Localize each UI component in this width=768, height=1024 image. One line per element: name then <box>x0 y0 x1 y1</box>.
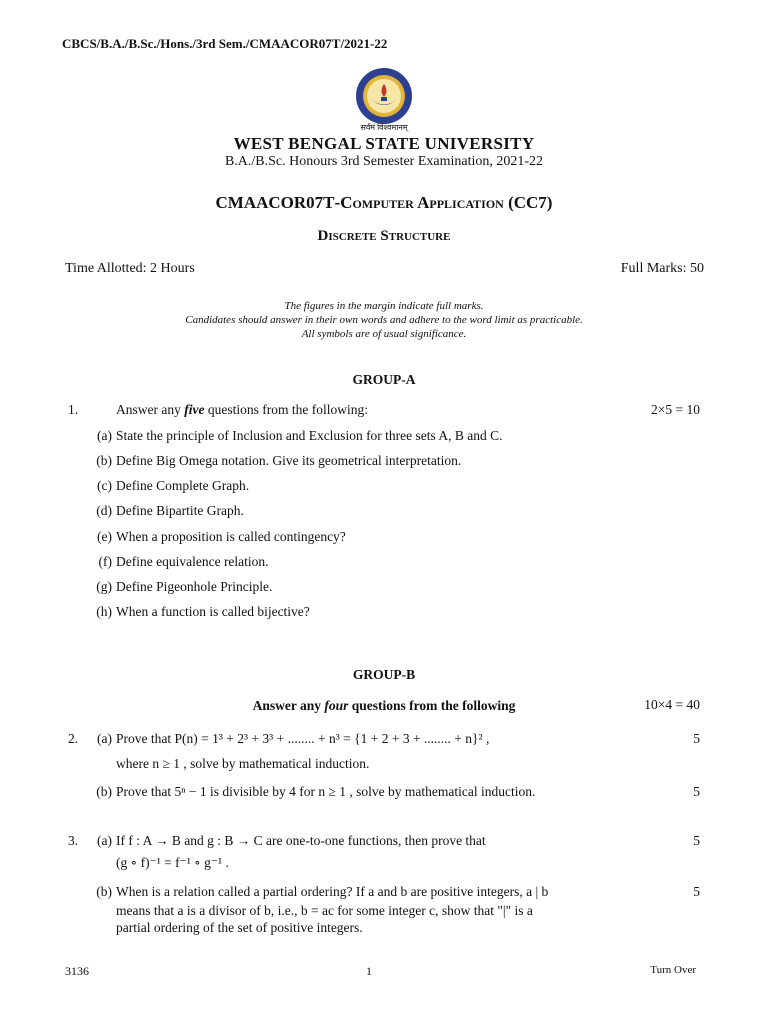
item-text: Define Bipartite Graph. <box>116 503 244 518</box>
item-label: (a) <box>97 731 112 746</box>
item-label: (f) <box>98 554 112 569</box>
question-number: 3. <box>68 833 79 848</box>
paper-code: CBCS/B.A./B.Sc./Hons./3rd Sem./CMAACOR07T/2021-22 <box>62 36 388 51</box>
paper-title <box>0 193 768 213</box>
group-b-title: GROUP-B <box>352 667 416 682</box>
group-b-marks: 10×4 = 40 <box>644 697 700 712</box>
group-a-title: GROUP-A <box>352 372 416 387</box>
instruction-line: All symbols are of usual significance. <box>301 328 467 340</box>
item-label: (g) <box>96 579 112 594</box>
item-marks: 5 <box>693 884 700 899</box>
instr-post: questions from the following <box>348 698 516 713</box>
instruction-line: Candidates should answer in their own words and adhere to the word limit as practicable. <box>185 314 583 326</box>
paper-subject: -Computer Application (CC7) <box>334 193 553 212</box>
item-label: (a) <box>97 833 112 848</box>
page-number: 1 <box>366 964 372 978</box>
item-text: means that a is a divisor of b, i.e., b = ac for some integer c, show that "|" is a <box>116 903 533 918</box>
item-label: (a) <box>97 428 112 443</box>
paper-code-title: CMAACOR07T <box>215 193 335 212</box>
item-label: (b) <box>96 453 112 468</box>
instr-em: four <box>324 698 349 713</box>
item-text: State the principle of Inclusion and Exclusion for three sets A, B and C. <box>116 428 503 443</box>
question-1-text <box>116 401 368 418</box>
item-text: where n ≥ 1 , solve by mathematical induction. <box>116 756 370 771</box>
subject-title: Discrete Structure <box>317 228 451 244</box>
university-name: WEST BENGAL STATE UNIVERSITY <box>233 134 535 153</box>
question-number: 1. <box>68 402 79 417</box>
exam-title: B.A./B.Sc. Honours 3rd Semester Examination, 2021-22 <box>224 154 544 169</box>
university-motto: सर्वमं विश्वमानम् <box>360 123 408 132</box>
item-label: (d) <box>96 503 112 518</box>
item-text: Define Complete Graph. <box>116 478 250 493</box>
question-marks: 2×5 = 10 <box>651 402 700 417</box>
item-text: When a function is called bijective? <box>116 604 310 619</box>
item-marks: 5 <box>693 833 700 848</box>
item-text: Define Pigeonhole Principle. <box>116 579 273 594</box>
item-marks: 5 <box>693 784 700 799</box>
q-text-pre: Answer any <box>116 402 185 417</box>
item-label: (b) <box>96 884 112 899</box>
item-text: When a proposition is called contingency? <box>116 529 346 544</box>
item-label: (c) <box>97 478 112 493</box>
full-marks: Full Marks: 50 <box>620 261 704 276</box>
item-text: Define Big Omega notation. Give its geometrical interpretation. <box>116 453 462 468</box>
item-text: Define equivalence relation. <box>116 554 269 569</box>
turn-over: Turn Over <box>650 964 696 976</box>
item-marks: 5 <box>693 731 700 746</box>
question-number: 2. <box>68 731 79 746</box>
item-text: If f : A → B and g : B → C are one-to-one functions, then prove that <box>116 833 486 848</box>
item-text: Prove that 5ⁿ − 1 is divisible by 4 for n ≥ 1 , solve by mathematical induction. <box>116 784 536 799</box>
q-text-post: questions from the following: <box>204 402 368 417</box>
footer-code: 3136 <box>65 964 89 978</box>
item-text: partial ordering of the set of positive integers. <box>116 920 363 935</box>
instruction-line: The figures in the margin indicate full marks. <box>284 300 484 312</box>
q-text-em: five <box>184 402 205 417</box>
time-allotted: Time Allotted: 2 Hours <box>65 261 195 276</box>
item-label: (e) <box>97 529 112 544</box>
item-text: Prove that P(n) = 1³ + 2³ + 3³ + ........ + n³ = {1 + 2 + 3 + ........ + n}² , <box>116 731 490 746</box>
item-label: (b) <box>96 784 112 799</box>
instr-pre: Answer any <box>252 698 325 713</box>
item-label: (h) <box>96 604 112 619</box>
item-text: (g ∘ f)⁻¹ = f⁻¹ ∘ g⁻¹ . <box>116 855 229 870</box>
item-text: When is a relation called a partial ordering? If a and b are positive integers, a | b <box>116 884 549 899</box>
